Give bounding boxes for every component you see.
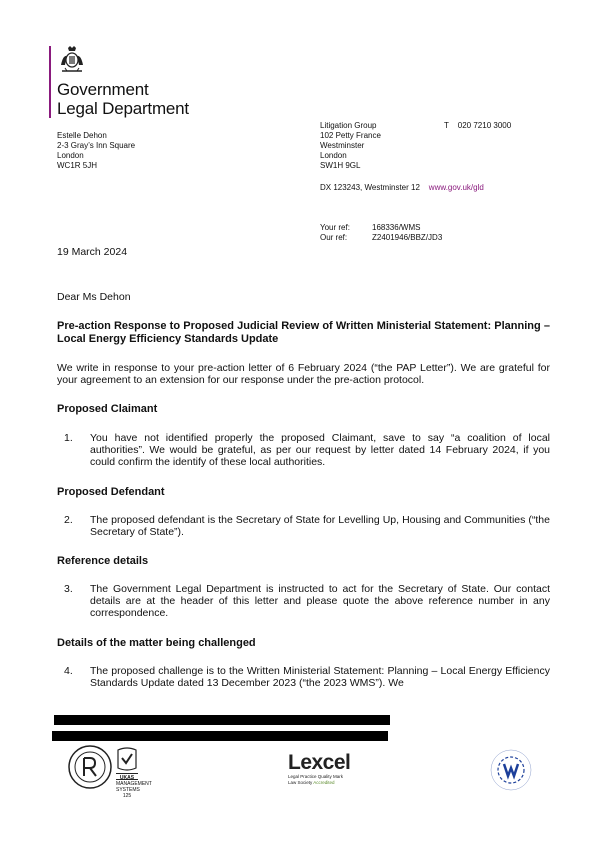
section-heading: Details of the matter being challenged xyxy=(57,637,256,649)
website-link[interactable]: www.gov.uk/gld xyxy=(428,183,484,192)
lexcel-title: Lexcel xyxy=(288,751,351,774)
your-ref-row xyxy=(320,223,442,233)
royal-crest-icon xyxy=(58,45,86,75)
your-ref-value: 168336/WMS xyxy=(372,223,421,232)
intro-paragraph: We write in response to your pre-action letter of 6 February 2024 (“the PAP Letter”). We are grateful for your agreement to an extension for our response under the pre-action protocol. xyxy=(57,362,550,386)
numbered-paragraph xyxy=(64,514,550,538)
ukas-sub: MANAGEMENT SYSTEMS xyxy=(116,781,152,793)
org-name-line1: Government xyxy=(57,80,149,99)
your-ref-label: Your ref: xyxy=(320,223,350,232)
sender-address-line: 102 Petty France xyxy=(320,131,381,140)
references xyxy=(320,223,442,243)
paragraph-number: 3. xyxy=(64,583,73,595)
ukas-text: UKAS xyxy=(119,775,135,781)
ukas-number: 125 xyxy=(122,793,132,799)
recipient-address xyxy=(57,131,135,171)
numbered-paragraph xyxy=(64,432,550,468)
sender-address xyxy=(320,121,381,171)
phone-number: 020 7210 3000 xyxy=(457,121,512,130)
lexcel-logo xyxy=(288,752,350,786)
lexcel-accredited: Accredited xyxy=(313,780,335,785)
salutation: Dear Ms Dehon xyxy=(57,291,131,303)
recipient-address-line: 2-3 Gray’s Inn Square xyxy=(57,141,136,150)
recipient-name: Estelle Dehon xyxy=(57,131,107,140)
section-heading: Reference details xyxy=(57,555,149,567)
our-ref-value: Z2401946/BBZ/JD3 xyxy=(372,233,443,242)
paragraph-text: The Government Legal Department is instructed to act for the Secretary of State. Our contact details are at the header of this letter and please quote the above reference number in any correspondence. xyxy=(90,583,550,619)
paragraph-number: 1. xyxy=(64,432,73,444)
paragraph-number: 4. xyxy=(64,665,73,677)
sender-address-line: London xyxy=(320,151,347,160)
redaction-bar xyxy=(52,731,388,741)
sender-group: Litigation Group xyxy=(320,121,377,130)
org-name-line2: Legal Department xyxy=(57,99,189,118)
sender-address-line: Westminster xyxy=(320,141,365,150)
lexcel-law-society: Law Society xyxy=(288,780,313,785)
dx-line xyxy=(320,183,484,193)
recipient-address-line: WC1R 5JH xyxy=(57,161,98,170)
paragraph-text: The proposed defendant is the Secretary of State for Levelling Up, Housing and Communities (“the Secretary of State”). xyxy=(90,514,550,538)
numbered-paragraph xyxy=(64,665,550,689)
redaction-bar xyxy=(54,715,390,725)
sender-phone xyxy=(444,121,511,131)
letter-date: 19 March 2024 xyxy=(57,246,128,258)
recipient-address-line: London xyxy=(57,151,84,160)
phone-label: T xyxy=(444,121,449,130)
numbered-paragraph xyxy=(64,583,550,619)
our-ref-row xyxy=(320,233,442,243)
logo-accent-bar xyxy=(49,46,51,118)
sender-address-line: SW1H 9GL xyxy=(320,161,361,170)
subject-heading: Pre-action Response to Proposed Judicial Review of Written Ministerial Statement: Planning – Local Energy Efficiency Standards Update xyxy=(57,320,550,345)
section-heading: Proposed Defendant xyxy=(57,486,165,498)
lexcel-accreditation xyxy=(288,780,350,786)
ukas-caption xyxy=(116,775,152,799)
our-ref-label: Our ref: xyxy=(320,233,348,242)
paragraph-text: The proposed challenge is to the Written Ministerial Statement: Planning – Local Energy Efficiency Standards Update dated 13 December 2023 (“the 2023 WMS”). We xyxy=(90,665,550,689)
section-heading: Proposed Claimant xyxy=(57,403,158,415)
dx-number: DX 123243, Westminster 12 xyxy=(320,183,420,192)
paragraph-number: 2. xyxy=(64,514,73,526)
paragraph-text: You have not identified properly the proposed Claimant, save to say “a coalition of local authorities”. We would be grateful, as per our request by letter dated 14 February 2024, if you could confirm the identify of these local authorities. xyxy=(90,432,550,468)
lexcel-subtitle: Legal Practice Quality Mark xyxy=(288,774,344,779)
disability-confident-badge xyxy=(484,748,538,792)
iso-certification-badge xyxy=(67,744,113,790)
